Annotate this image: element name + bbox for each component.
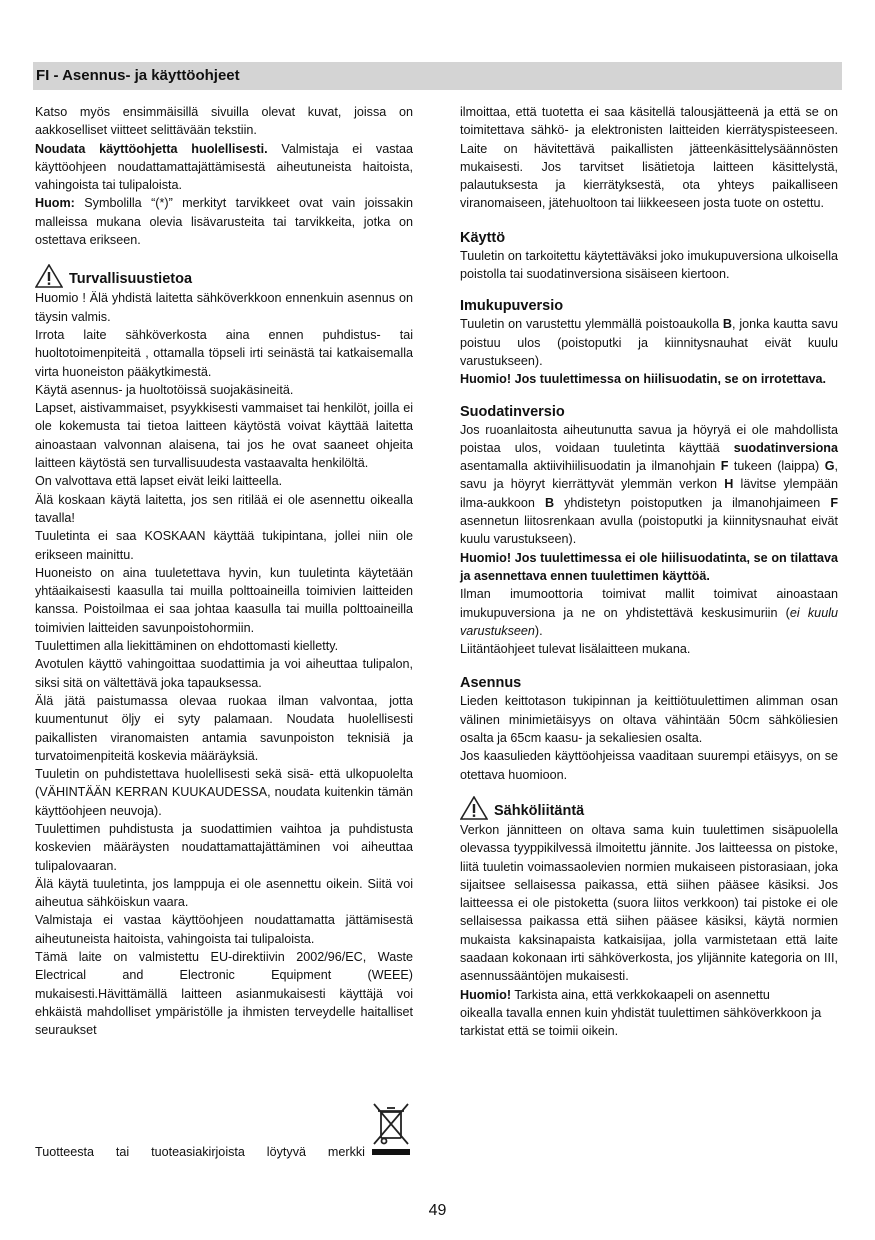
safety-item: Älä käytä tuuletinta, jos lamppuja ei ole asennettu oikein. Siitä voi aiheutua sähköiskun vaara. bbox=[35, 876, 413, 910]
warning-icon bbox=[460, 796, 488, 820]
safety-item: Tuulettimen alla liekittäminen on ehdottomasti kielletty. bbox=[35, 639, 339, 654]
safety-item: Älä jätä paistumassa olevaa ruokaa ilman valvontaa, jotta kuumentunut öljy ei syty palamaan. Noudata huolellisesti paikallisten viranomaisten antamia savunpoiston teknisiä ja turvatoimenpiteitä koskevia määräyksiä. bbox=[35, 693, 413, 763]
extraction-note: Huomio! Jos tuulettimessa on hiilisuodatin, se on irrotettava. bbox=[460, 372, 826, 387]
extraction-text: Tuuletin on varustettu ylemmällä poistoaukolla B, jonka kautta savu poistuu ulos (poistoputki ja kiinnitysnauhat eivät kuulu varustukseen). bbox=[460, 317, 838, 368]
extraction-title: Imukupuversio bbox=[460, 298, 564, 315]
page-number: 49 bbox=[428, 1202, 447, 1219]
intro-paragraph: Katso myös ensimmäisillä sivuilla olevat kuvat, joissa on aakkoselliset viitteet selittävään tekstiin. bbox=[35, 105, 413, 138]
electrical-text: Verkon jännitteen on oltava sama kuin tuulettimen sisäpuolella olevassa tyyppikilvessä ilmoitettu jännite. Jos laitteessa on pistoke, liitä tuuletin voimassaolevien normien mukaiseen pistorasiaan, joka sijaitsee sellaisessa paikassa, että siihen pääsee käsiksi. Jos laitteessa ei ole pistoketta (suora liitos verkkoon) tai pistoke ei ole sellaisessa paikassa että siihen pääsee käsiksi, käytä normien mukaista kaksinapaista katkaisijaa, jolla varmistetaan että laite saadaan kokonaan irti sähköverkosta, jos ylijännite kategoria on III, asennussääntöjen mukaisesti. bbox=[460, 822, 838, 984]
filter-last: Liitäntäohjeet tulevat lisälaitteen mukana. bbox=[460, 642, 691, 657]
weee-footer-line: Tuotteesta tai tuoteasiakirjoista löytyvä merkki bbox=[35, 1145, 365, 1159]
installation-text: Lieden keittotason tukipinnan ja keittiötuulettimen alimman osan välinen minimietäisyys on oltava vähintään 50cm sähköliesien osalta ja 65cm kaasu- ja sekaliesien osalta. bbox=[460, 694, 838, 746]
use-title: Käyttö bbox=[460, 229, 506, 246]
left-column bbox=[35, 103, 413, 1040]
electrical-heading bbox=[460, 796, 838, 820]
filter-extra: Ilman imumoottoria toimivat mallit toimivat ainoastaan imukupuversiona ja ne on yhdistettävä keskusimuriin (ei kuulu varustukseen). bbox=[460, 587, 838, 638]
safety-item: Käytä asennus- ja huoltotöissä suojakäsineitä. bbox=[35, 382, 294, 397]
section-header bbox=[33, 62, 842, 90]
safety-item: Valmistaja ei vastaa käyttöohjeen noudattamatta jättämisestä aiheutuneista haitoista, vahingoista tai tulipaloista. bbox=[35, 913, 413, 946]
safety-heading bbox=[35, 264, 413, 288]
use-text: Tuuletin on tarkoitettu käytettäväksi joko imukupuversiona ulkoisella poistolla tai suodatinversiona sisäiseen kiertoon. bbox=[460, 248, 838, 282]
weee-continuation: ilmoittaa, että tuotetta ei saa käsitellä talousjätteenä ja että se on toimitettava sähkö- ja elektronisten laitteiden kierrätyspisteeseen. Laite on hävitettävä paikallisten jätteenkäsittelysäännösten mukaisesti. Jos tarvitset lisätietoja laitteen käsittelystä, palautuksesta ja kierrätyksestä, ota yhteys paikalliseen viranomaiseen, jätehuoltoon tai liikkeeseen josta tuote on ostettu. bbox=[460, 105, 838, 211]
safety-item: Lapset, aistivammaiset, psyykkisesti vammaiset tai henkilöt, joilla ei ole kokemusta tai tietoa laitteen käytöstä voivat käyttää laitetta ainoastaan valvonnan alaisena, tai jos he ovat saaneet ohjeita laitteen käytöstä sen turvallisuudesta vastaavalta henkilöltä. bbox=[35, 401, 413, 471]
electrical-note: Huomio! Tarkista aina, että verkkokaapeli on asennettu bbox=[460, 987, 770, 1002]
safety-item: Tuuletinta ei saa KOSKAAN käyttää tukipintana, jollei niin ole erikseen mainittu. bbox=[35, 529, 413, 562]
filter-note: Huomio! Jos tuulettimessa ei ole hiilisuodatinta, se on tilattava ja asennettava ennen tuulettimen käyttöä. bbox=[460, 550, 838, 583]
safety-item: Irrota laite sähköverkosta aina ennen puhdistus- tai huoltotoimenpiteitä , ottamalla töpseli irti seinästä tai katkaisemalla virta huoneiston pääkytkimestä. bbox=[35, 327, 413, 379]
safety-item: Tämä laite on valmistettu EU-direktiivin 2002/96/EC, Waste Electrical and Electronic Equipment (WEEE) mukaisesti.Hävittämällä laitteen asianmukaisesti käyttäjä voi ehkäistä mahdolliset ympäristölle ja ihmisten terveydelle haitalliset seuraukset bbox=[35, 950, 413, 1038]
installation-title: Asennus bbox=[460, 675, 522, 692]
safety-item: Huoneisto on aina tuuletettava hyvin, kun tuuletinta käytetään yhtäaikaisesti kaasulla tai muilla polttoaineilla toimivien laitteiden kanssa. Poistoilmaa ei saa johtaa kaasulla tai muilla polttoaineilla toimivien laitteiden savunpoistohormiin. bbox=[35, 565, 413, 635]
right-column bbox=[460, 103, 838, 1040]
safety-item: Tuulettimen puhdistusta ja suodattimien vaihtoa ja puhdistusta koskevien määräysten noudattamattajättäminen voi aiheuttaa tulipalovaaran. bbox=[35, 821, 413, 873]
instructions-paragraph: Noudata käyttöohjetta huolellisesti. Valmistaja ei vastaa käyttöohjeen noudattamattajättämisestä aiheutuneista haitoista, vahingoista tai tulipaloista. bbox=[35, 141, 413, 193]
filter-title: Suodatinversio bbox=[460, 403, 565, 420]
safety-item: Huomio ! Älä yhdistä laitetta sähköverkkoon ennenkuin asennus on täysin valmis. bbox=[35, 291, 413, 324]
safety-item: Tuuletin on puhdistettava huolellisesti sekä sisä- että ulkopuolelta (VÄHINTÄÄN KERRAN KUUKAUDESSA, noudata kuitenkin tämän käyttöohjeen neuvoja). bbox=[35, 767, 413, 818]
note-paragraph: Huom: Symbolilla “(*)” merkityt tarvikkeet ovat vain joissakin malleissa mukana olevia lisävarusteita tai tarvikkeita, jotka on ostettava erikseen. bbox=[35, 196, 413, 248]
electrical-title: Sähköliitäntä bbox=[494, 802, 585, 819]
safety-item: Älä koskaan käytä laitetta, jos sen ritilää ei ole asennettu oikealla tavalla! bbox=[35, 492, 413, 525]
safety-item: Avotulen käyttö vahingoittaa suodattimia ja voi aiheuttaa tulipalon, siksi sitä on vältettävä joka tapauksessa. bbox=[35, 657, 413, 690]
safety-title: Turvallisuustietoa bbox=[69, 271, 193, 288]
safety-item: On valvottava että lapset eivät leiki laitteella. bbox=[35, 474, 283, 489]
warning-icon bbox=[35, 264, 63, 288]
installation-text-2: Jos kaasulieden käyttöohjeissa vaaditaan suurempi etäisyys, on se otettava huomioon. bbox=[460, 749, 838, 782]
section-title: FI - Asennus- ja käyttöohjeet bbox=[36, 67, 240, 84]
filter-text: Jos ruoanlaitosta aiheutunutta savua ja höyryä ei ole mahdollista poistaa ulos, voidaan tuuletinta käyttää suodatinversiona asentamalla aktiivihiilisuodatin ja ilmanohjain F tukeen (laippa) G, savu ja höyryt kierrättyvät ylemmän verkon H lävitse ylempään ilma-aukkoon B yhdistetyn poistoputken ja ilmanohjaimeen F asennetun liitosrenkaan avulla (poistoputki ja kiinnitysnauhat eivät kuulu varustukseen). bbox=[460, 422, 839, 547]
electrical-note-2: oikealla tavalla ennen kuin yhdistät tuulettimen sähköverkkoon ja tarkistat että se toimii oikein. bbox=[460, 1005, 822, 1039]
